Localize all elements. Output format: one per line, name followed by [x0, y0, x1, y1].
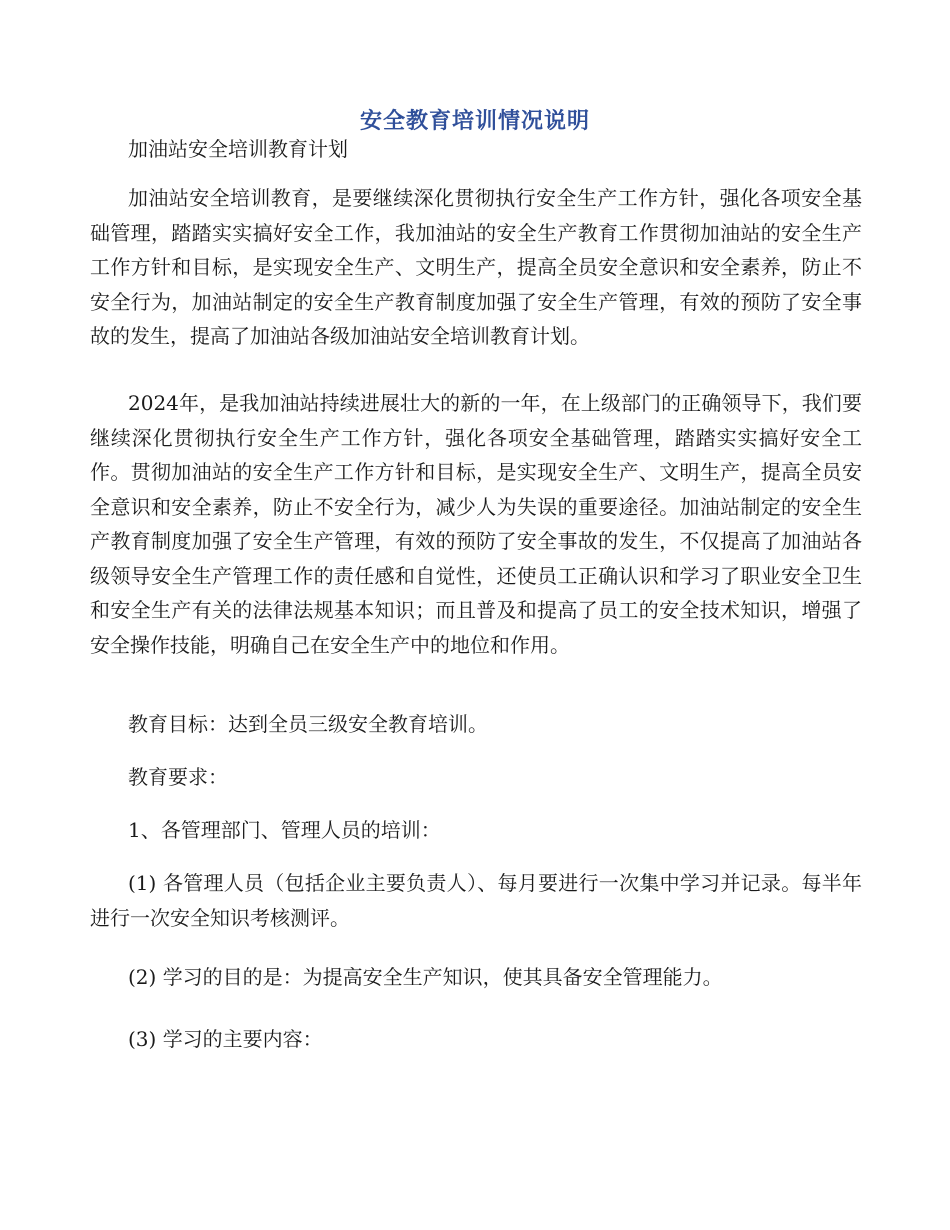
- paragraph-intro: 加油站安全培训教育，是要继续深化贯彻执行安全生产工作方针，强化各项安全基础管理，踏踏实实搞好安全工作，我加油站的安全生产教育工作贯彻加油站的安全生产工作方针和目标，是实现安全生产、文明生产，提高全员安全意识和安全素养，防止不安全行为，加油站制定的安全生产教育制度加强了安全生产管理，有效的预防了安全事故的发生，提高了加油站各级加油站安全培训教育计划。: [90, 186, 862, 348]
- paragraph-2024-plan: 2024年，是我加油站持续进展壮大的新的一年，在上级部门的正确领导下，我们要继续深化贯彻执行安全生产工作方针，强化各项安全基础管理，踏踏实实搞好安全工作。贯彻加油站的安全生产工作方针和目标，是实现安全生产、文明生产，提高全员安全意识和安全素养，防止不安全行为，减少人为失误的重要途径。加油站制定的安全生产教育制度加强了安全生产管理，有效的预防了安全事故的发生，不仅提高了加油站各级领导安全生产管理工作的责任感和自觉性，还使员工正确认识和学习了职业安全卫生和安全生产有关的法律法规基本知识；而且普及和提高了员工的安全技术知识，增强了安全操作技能，明确自己在安全生产中的地位和作用。: [90, 391, 862, 657]
- paragraph-item-2: (2) 学习的目的是：为提高安全生产知识，使其具备安全管理能力。: [128, 965, 723, 989]
- document-title: 安全教育培训情况说明: [359, 109, 590, 134]
- paragraph-education-requirements: 教育要求：: [128, 765, 228, 789]
- document-subtitle: 加油站安全培训教育计划: [128, 137, 348, 161]
- paragraph-item-1: (1) 各管理人员（包括企业主要负责人）、每月要进行一次集中学习并记录。每半年进行一次安全知识考核测评。: [90, 871, 862, 930]
- paragraph-item-3: (3) 学习的主要内容：: [128, 1027, 323, 1051]
- paragraph-management-training: 1、各管理部门、管理人员的培训：: [128, 818, 441, 842]
- paragraph-education-goal: 教育目标：达到全员三级安全教育培训。: [128, 712, 488, 736]
